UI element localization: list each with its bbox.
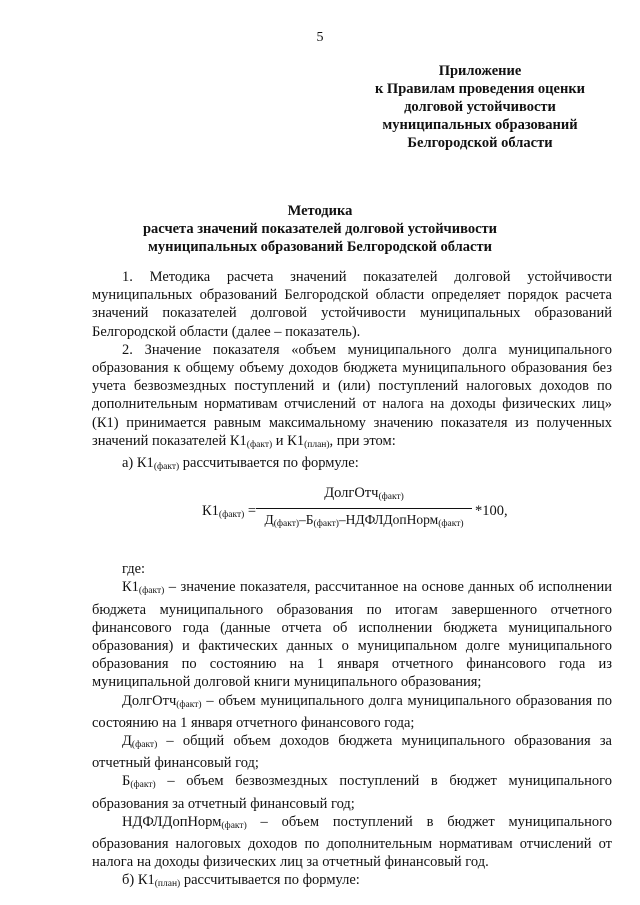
fact-subscript: (факт) [246, 439, 273, 450]
denominator-subscript: (факт) [273, 519, 300, 530]
definition-text: – объем безвозмездных поступлений в бюджет муниципального образования за отчетный финансовый год; [92, 773, 612, 812]
formula-lhs-subscript: (факт) [218, 510, 245, 521]
where-label: где: [122, 561, 146, 578]
formula-lhs [202, 502, 256, 524]
fraction-bar [256, 508, 472, 509]
appendix-line: муниципальных образований [382, 117, 578, 133]
paragraph-2 [92, 341, 612, 454]
fact-subscript: (факт) [153, 462, 180, 473]
plan-subscript: (план) [304, 439, 330, 450]
appendix-line: к Правилам проведения оценки [374, 81, 586, 97]
appendix-line: долговой устойчивости [404, 99, 556, 115]
title-line: муниципальных образований Белгородской области [148, 239, 492, 255]
conjunction: и [272, 432, 288, 449]
plan-subscript: (план) [154, 879, 181, 890]
k1-symbol: К1 [287, 432, 305, 449]
definition-d [92, 732, 612, 772]
paragraph-b-text: рассчитывается по формуле: [180, 872, 360, 889]
title-line: Методика [287, 203, 353, 219]
numerator-symbol: ДолгОтч [324, 485, 379, 502]
definition-dolg [92, 692, 612, 732]
denominator-subscript: (факт) [313, 519, 339, 530]
definition-text: – значение показателя, рассчитанное на основе данных об исполнении бюджета муниципального образования по итогам завершенного отчетного финансового года (данные отчета об исполнении бюджета муниципального образования) и фактических данных о муниципальном долге муниципального образования по состоянию на 1 января отчетного финансового года из муниципальной долговой книги муниципального образования; [92, 579, 612, 691]
definition-subscript: (факт) [131, 740, 158, 751]
document-title [0, 202, 640, 256]
definition-b [92, 772, 612, 812]
denominator-subscript: (факт) [438, 519, 464, 530]
k1-symbol: К1 [137, 872, 155, 889]
paragraph-a-text: рассчитывается по формуле: [179, 455, 359, 472]
denominator-d: Д [264, 512, 274, 528]
definition-text: – объем муниципального долга муниципального образования по состоянию на 1 января отчетного финансового года; [92, 692, 612, 731]
formula-fraction [256, 484, 472, 533]
paragraph-2-text: 2. Значение показателя «объем муниципального долга муниципального образования к общему объему доходов бюджета муниципального образования без учета безвозмездных поступлений и (или) поступлений налоговых доходов по дополнительным нормативам отчислений от налога на доходы физических лиц» (К1) принимается равным максимальному значению показателя из полученных значений показателей [92, 341, 612, 449]
formula-multiplier: *100, [475, 503, 508, 520]
page-number: 5 [316, 30, 324, 45]
document-body [92, 268, 612, 894]
definition-subscript: (факт) [138, 586, 165, 597]
definition-term: К1 [122, 579, 139, 596]
definition-term: ДолгОтч [122, 692, 177, 709]
paragraph-a [92, 454, 612, 476]
denominator-b: –Б [299, 512, 314, 528]
k1-symbol: К1 [136, 455, 154, 472]
equals-sign: = [244, 503, 257, 520]
definition-text: – общий объем доходов бюджета муниципального образования за отчетный финансовый год; [92, 733, 612, 772]
definition-term: Д [122, 733, 132, 750]
definition-subscript: (факт) [130, 780, 156, 791]
appendix-line: Приложение [438, 63, 522, 79]
appendix-header [340, 62, 620, 152]
paragraph-2-end: , при этом: [329, 432, 396, 449]
paragraph-b [92, 871, 612, 893]
title-line: расчета значений показателей долговой устойчивости [142, 221, 497, 237]
item-marker: б) [122, 872, 138, 889]
definition-ndfl [92, 813, 612, 872]
formula-lhs-symbol: К1 [202, 503, 219, 520]
definition-subscript: (факт) [176, 699, 202, 710]
numerator-subscript: (факт) [378, 492, 404, 503]
definition-text: – объем поступлений в бюджет муниципального образования налоговых доходов по дополнительным нормативам отчислений от налога на доходы физических лиц за отчетный финансовый год. [92, 813, 612, 871]
formula-denominator [256, 511, 472, 533]
k1-symbol: К1 [229, 432, 247, 449]
item-marker: а) [122, 455, 137, 472]
formula-k1-fact [92, 480, 612, 554]
definition-term: НДФЛДопНорм [122, 813, 222, 830]
appendix-line: Белгородской области [407, 135, 553, 151]
definition-subscript: (факт) [221, 820, 247, 831]
definition-k1 [92, 578, 612, 691]
formula-numerator [256, 484, 472, 506]
paragraph-1: 1. Методика расчета значений показателей долговой устойчивости муниципальных образований Белгородской области определяет порядок расчета значений показателей долговой устойчивости муниципальных образований Белгородской области (далее – показатель). [92, 269, 612, 340]
definition-term: Б [122, 773, 131, 790]
denominator-n: –НДФЛДопНорм [338, 512, 439, 528]
